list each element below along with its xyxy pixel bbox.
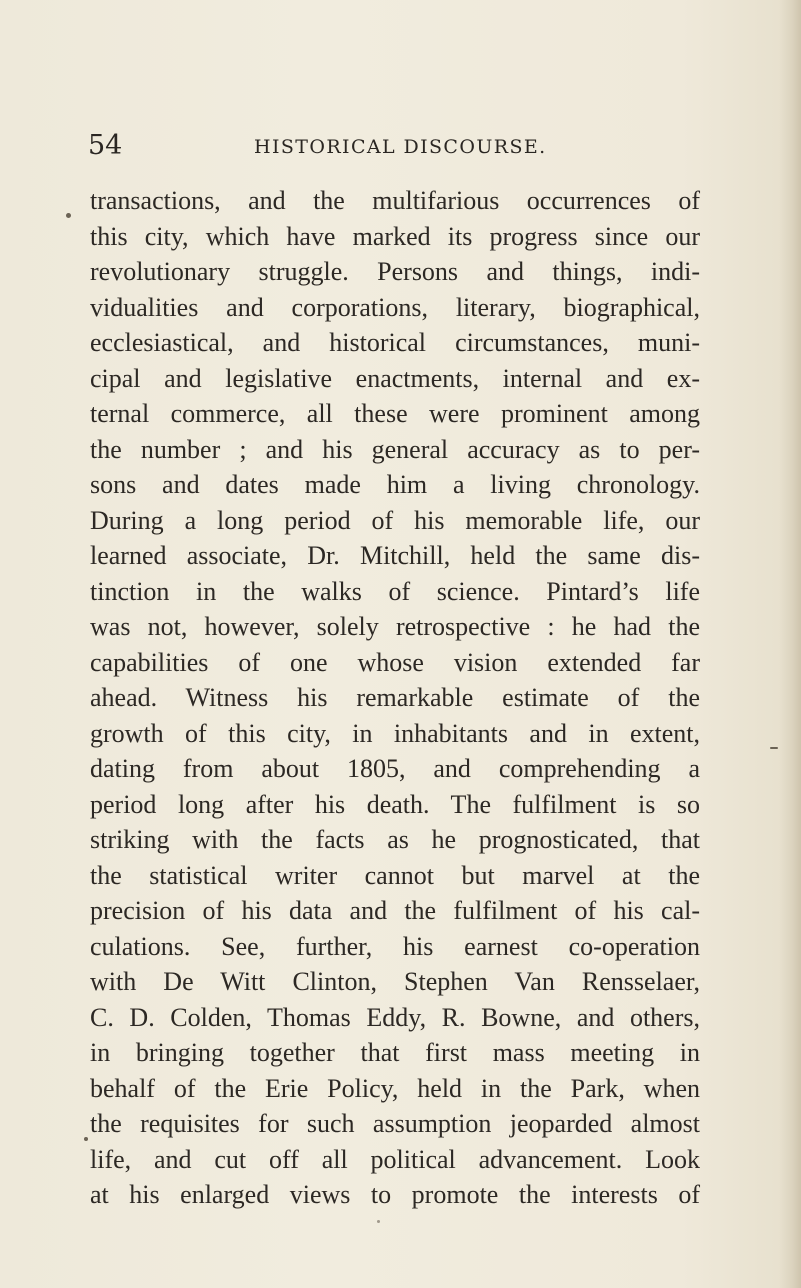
text-line: transactions, and the multifarious occurrences of xyxy=(90,186,700,215)
text-line: C. D. Colden, Thomas Eddy, R. Bowne, and others, xyxy=(90,1002,700,1032)
ink-speck xyxy=(770,747,778,749)
text-line: revolutionary struggle. Persons and things, indi- xyxy=(90,257,700,286)
text-line: sons and dates made him a living chronology. xyxy=(90,470,700,499)
text-line: striking with the facts as he prognosticated, that xyxy=(90,825,700,854)
text-line: the requisites for such assumption jeoparded almost xyxy=(90,1109,700,1138)
text-line: the statistical writer cannot but marvel at the xyxy=(90,860,700,890)
page-header xyxy=(88,124,698,164)
text-line: cipal and legislative enactments, internal and ex- xyxy=(90,363,700,393)
text-line: was not, however, solely retrospective : he had the xyxy=(90,612,700,641)
text-line: in bringing together that first mass meeting in xyxy=(90,1038,700,1067)
text-line: the number ; and his general accuracy as to per- xyxy=(90,434,700,464)
text-line: culations. See, further, his earnest co-operation xyxy=(90,931,700,961)
text-line: with De Witt Clinton, Stephen Van Rensselaer, xyxy=(90,967,700,996)
text-line: this city, which have marked its progress since our xyxy=(90,221,700,251)
running-head: HISTORICAL DISCOURSE. xyxy=(254,136,547,158)
text-line: ternal commerce, all these were prominent among xyxy=(90,399,700,428)
text-line: behalf of the Erie Policy, held in the Park, when xyxy=(90,1073,700,1103)
text-line: period long after his death. The fulfilment is so xyxy=(90,789,700,819)
text-line: dating from about 1805, and comprehending a xyxy=(90,754,700,783)
text-line: tinction in the walks of science. Pintard’s life xyxy=(90,576,700,606)
page-edge-shadow xyxy=(779,0,801,1288)
ink-speck xyxy=(84,1137,88,1141)
text-line: capabilities of one whose vision extended far xyxy=(90,647,700,677)
text-line: growth of this city, in inhabitants and in extent, xyxy=(90,718,700,748)
text-line: precision of his data and the fulfilment of his cal- xyxy=(90,896,700,925)
ink-speck xyxy=(66,213,71,218)
text-line: at his enlarged views to promote the interests of xyxy=(90,1180,700,1209)
text-line: vidualities and corporations, literary, biographical, xyxy=(90,292,700,322)
text-line: During a long period of his memorable life, our xyxy=(90,505,700,535)
text-line: ahead. Witness his remarkable estimate of the xyxy=(90,683,700,712)
text-line: ecclesiastical, and historical circumstances, muni- xyxy=(90,328,700,357)
ink-speck xyxy=(377,1220,380,1223)
page-number: 54 xyxy=(88,130,123,161)
text-line: life, and cut off all political advancement. Look xyxy=(90,1144,700,1174)
body-text xyxy=(90,183,700,1213)
text-line: learned associate, Dr. Mitchill, held the same dis- xyxy=(90,541,700,570)
